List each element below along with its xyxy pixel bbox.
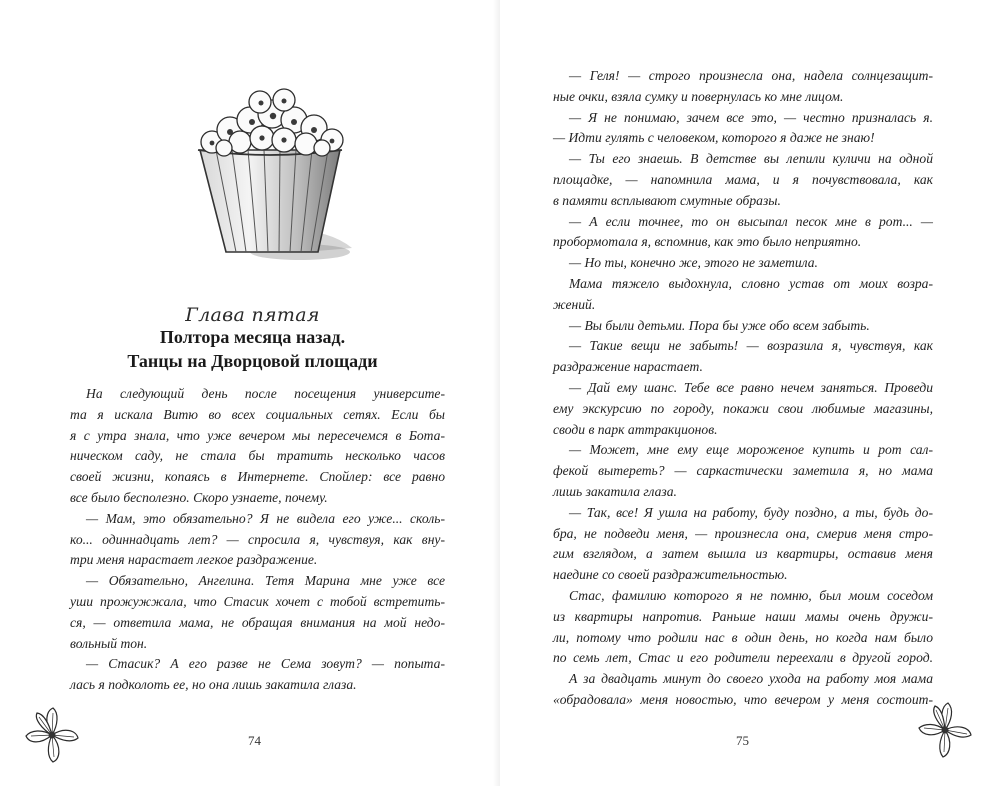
page-number: 74 (248, 733, 261, 748)
text-line: по семь лет, Стас и его родители переехали в другой город. (553, 650, 933, 666)
text-line: Мама тяжело выдохнула, словно устав от моих возра- (569, 275, 933, 291)
text-line: все было бесполезно. Скоро узнаете, почему. (70, 489, 328, 505)
text-line: — Но ты, конечно же, этого не заметила. (569, 255, 818, 271)
text-line: ническом саду, не стала бы тратить несколько часов (70, 448, 445, 464)
text-line: «обрадовала» меня новостью, что вечером у меня состоит- (553, 691, 933, 707)
text-line: ся, — ответила мама, не обращая внимания на мой недо- (70, 614, 445, 630)
text-line: гим взглядом, а затем вышла из квартиры, оставив меня (553, 546, 933, 562)
chapter-heading (60, 305, 445, 373)
text-line: — Мам, это обязательно? Я не видела его уже... сколь- (86, 510, 445, 526)
text-line: фекой вытереть? — саркастически заметила я, но мама (553, 463, 933, 479)
text-line: пробормотала я, вспомнив, как это было неприятно. (553, 234, 862, 250)
text-line: лишь закатила глаза. (553, 483, 677, 499)
text-line: ко... одиннадцать лет? — спросила я, чувствуя, как вну- (70, 531, 445, 547)
text-line: ли, потому что родили нас в один день, но когда нам было (553, 629, 933, 645)
text-line: ему экскурсию по городу, покажи свои любимые магазины, (553, 400, 933, 416)
text-line: наедине со своей раздражительностью. (553, 567, 788, 583)
right-body-text (553, 66, 933, 711)
text-line: уши прожужжала, что Стасик хочет с тобой встретить- (70, 593, 445, 609)
text-line: Стас, фамилию которого я не помню, был моим соседом (569, 587, 933, 603)
text-line: раздражение нарастает. (553, 359, 703, 375)
flower-icon (915, 700, 975, 760)
text-line: вольный тон. (70, 635, 148, 651)
chapter-title-line-2: Танцы на Дворцовой площади (127, 351, 378, 371)
text-line: бра, не подведи меня, — произнесла она, смерив меня стро- (553, 525, 933, 541)
text-line: я с утра знала, что уже вечером мы пересечемся в Бота- (70, 427, 445, 443)
text-line: — Вы были детьми. Пора бы уже обо всем забыть. (569, 317, 870, 333)
chapter-title-line-1: Полтора месяца назад. (159, 327, 346, 347)
text-line: — А если точнее, то он высыпал песок мне в рот... — (569, 213, 933, 229)
chapter-label: Глава пятая (185, 304, 320, 326)
text-line: лась я подколоть ее, но она лишь закатила глаза. (70, 677, 357, 693)
popcorn-bucket-icon (180, 80, 360, 270)
text-line: А за двадцать минут до своего ухода на работу моя мама (569, 671, 933, 687)
text-line: ные очки, взяла сумку и повернулась ко мне лицом. (553, 88, 844, 104)
text-line: своей жизни, копаясь в Интернете. Спойлер: все равно (70, 469, 445, 485)
left-body-text (70, 384, 445, 696)
text-line: из квартиры напротив. Раньше наши мамы очень дружи- (553, 608, 933, 624)
text-line: та я искала Витю во всех социальных сетях. Если бы (70, 406, 445, 422)
text-line: — Ты его знаешь. В детстве вы лепили куличи на одной (569, 151, 933, 167)
text-line: На следующий день после посещения университе- (86, 386, 445, 401)
page-number: 75 (736, 733, 749, 748)
text-line: в памяти всплывают смутные образы. (553, 192, 781, 208)
text-line: — Может, мне ему еще мороженое купить и рот сал- (569, 442, 933, 458)
text-line: своди в парк аттракционов. (553, 421, 718, 437)
text-line: площадке, — напомнила мама, и я почувствовала, как (553, 171, 933, 187)
text-line: — Такие вещи не забыть! — возразила я, чувствуя, как (569, 338, 933, 354)
text-line: — Так, все! Я ушла на работу, буду поздно, а ты, будь до- (569, 504, 933, 520)
text-line: — Идти гулять с человеком, которого я даже не знаю! (553, 130, 875, 146)
text-line: — Геля! — строго произнесла она, надела солнцезащит- (569, 68, 933, 83)
text-line: три меня нарастает легкое раздражение. (70, 552, 318, 568)
text-line: жений. (553, 296, 596, 312)
text-line: — Дай ему шанс. Тебе все равно нечем заняться. Проведи (569, 379, 933, 395)
text-line: — Обязательно, Ангелина. Тетя Марина мне уже все (86, 573, 445, 589)
flower-icon (22, 705, 82, 765)
text-line: — Я не понимаю, зачем все это, — честно призналась я. (569, 109, 933, 125)
text-line: — Стасик? А его разве не Сема зовут? — попыта- (86, 656, 445, 672)
